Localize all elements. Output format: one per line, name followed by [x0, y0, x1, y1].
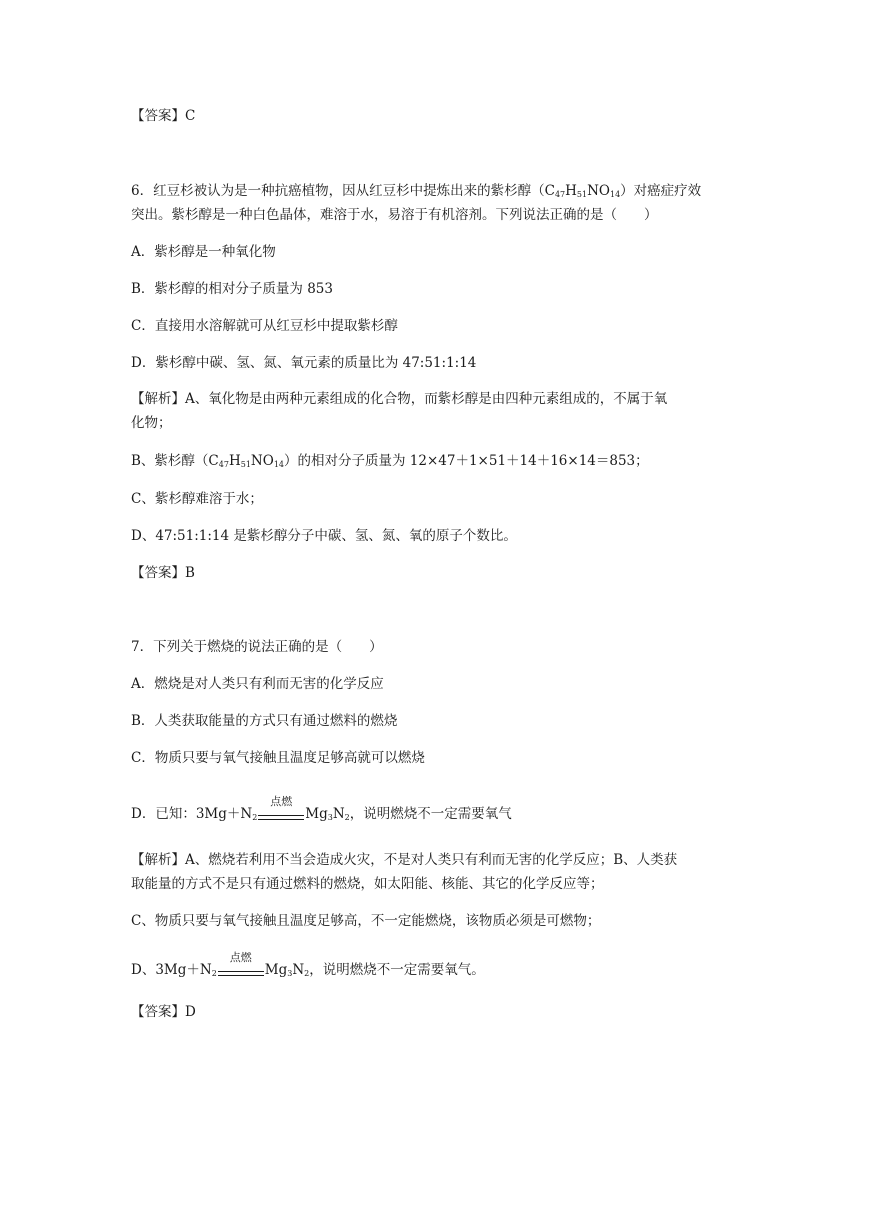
- q6-analysis-line2: 化物；: [131, 415, 172, 431]
- q7-option-a: A．燃烧是对人类只有利而无害的化学反应: [131, 676, 384, 692]
- q7-stem: 7．下列关于燃烧的说法正确的是（ ）: [131, 639, 383, 655]
- q6-analysis-formula: $C_{47}H_{51}NO_{14}$: [208, 453, 284, 469]
- q7-answer: 【答案】D: [131, 1004, 196, 1020]
- reaction-arrow: 点燃: [218, 961, 264, 979]
- q6-analysis-b: B、紫杉醇$(C_{47}H_{51}NO_{14})$的相对分子质量为 12×47＋1×51＋14＋16×14＝853；: [131, 453, 649, 469]
- q7-analysis-line2: 取能量的方式不是只有通过燃料的燃烧，如太阳能、核能、其它的化学反应等；: [131, 876, 604, 892]
- answer-prev: 【答案】C: [131, 108, 196, 124]
- q6-analysis-line1: 【解析】A、氧化物是由两种元素组成的化合物，而紫杉醇是由四种元素组成的，不属于氧: [131, 391, 668, 407]
- reaction-equation: $3Mg+N_2$ 点燃 $Mg_3N_2$: [195, 795, 350, 822]
- q6-analysis-c: C、紫杉醇难溶于水；: [131, 491, 263, 507]
- q6-option-d: D．紫杉醇中碳、氢、氮、氧元素的质量比为 47:51:1:14: [131, 355, 477, 371]
- q6-stem-line2: 突出。紫杉醇是一种白色晶体，难溶于水，易溶于有机溶剂。下列说法正确的是（ ）: [131, 207, 658, 223]
- q7-option-c: C．物质只要与氧气接触且温度足够高就可以燃烧: [131, 750, 425, 766]
- q6-option-c: C．直接用水溶解就可从红豆杉中提取紫杉醇: [131, 318, 398, 334]
- q7-analysis-c: C、物质只要与氧气接触且温度足够高，不一定能燃烧，该物质必须是可燃物；: [131, 913, 601, 929]
- q6-stem-line1: [131, 182, 751, 200]
- q7-analysis-line1: 【解析】A、燃烧若利用不当会造成火灾，不是对人类只有利而无害的化学反应；B、人类获: [131, 852, 678, 868]
- q6-stem-a: 6．红豆杉被认为是一种抗癌植物，因从红豆杉中提炼出来的紫杉醇（: [131, 183, 545, 199]
- q6-analysis-d: D、47:51:1:14 是紫杉醇分子中碳、氢、氮、氧的原子个数比。: [131, 528, 517, 544]
- q7-analysis-d: D、$3Mg+N_2$ 点燃 $Mg_3N_2$，说明燃烧不一定需要氧气。: [131, 951, 485, 978]
- reaction-equation-analysis: $3Mg+N_2$ 点燃 $Mg_3N_2$: [155, 951, 310, 978]
- q6-option-a: A．紫杉醇是一种氧化物: [131, 244, 276, 260]
- q6-option-b: B．紫杉醇的相对分子质量为 853: [131, 281, 333, 297]
- q7-option-d: D．已知：$3Mg+N_2$ 点燃 $Mg_3N_2$，说明燃烧不一定需要氧气: [131, 795, 512, 822]
- q6-answer: 【答案】B: [131, 565, 195, 581]
- q7-option-b: B．人类获取能量的方式只有通过燃料的燃烧: [131, 713, 398, 729]
- q6-formula: $C_{47}H_{51}NO_{14}$: [544, 183, 621, 199]
- reaction-arrow: 点燃: [258, 805, 304, 823]
- q6-stem-b: ）对癌症疗效: [620, 183, 702, 199]
